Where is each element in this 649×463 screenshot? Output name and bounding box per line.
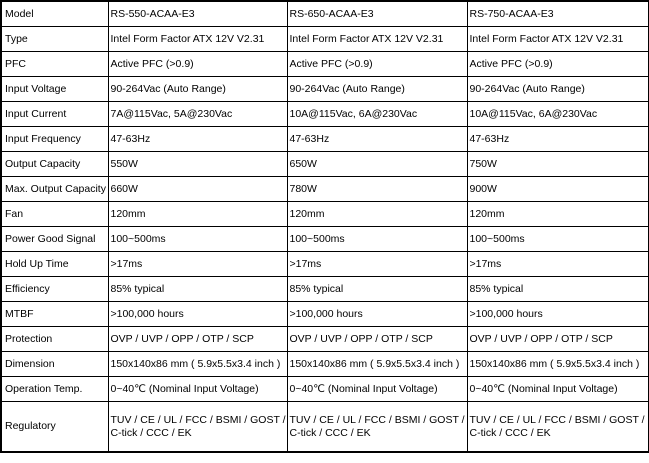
table-row: [1, 227, 649, 252]
regulatory-line: TUV / CE / UL / FCC / BSMI / GOST /: [289, 413, 465, 426]
spec-cell: [467, 402, 649, 453]
regulatory-line: C-tick / CCC / EK: [469, 426, 551, 439]
spec-cell: Intel Form Factor ATX 12V V2.31: [287, 27, 467, 52]
spec-cell: 0~40℃ (Nominal Input Voltage): [467, 377, 649, 402]
spec-cell: OVP / UVP / OPP / OTP / SCP: [467, 327, 649, 352]
spec-cell: 100~500ms: [467, 227, 649, 252]
table-row-regulatory: [1, 402, 649, 453]
spec-cell: >17ms: [108, 252, 287, 277]
row-label: Output Capacity: [1, 152, 108, 177]
row-label: Regulatory: [1, 402, 108, 453]
spec-cell: 550W: [108, 152, 287, 177]
spec-cell: 47-63Hz: [287, 127, 467, 152]
spec-cell: [287, 402, 467, 453]
table-row: [1, 177, 649, 202]
table-row: [1, 277, 649, 302]
table-row: [1, 102, 649, 127]
spec-cell: 150x140x86 mm ( 5.9x5.5x3.4 inch ): [467, 352, 649, 377]
table-row: [1, 327, 649, 352]
spec-cell: 150x140x86 mm ( 5.9x5.5x3.4 inch ): [287, 352, 467, 377]
spec-cell: Active PFC (>0.9): [287, 52, 467, 77]
regulatory-line: C-tick / CCC / EK: [110, 426, 192, 439]
spec-cell: 650W: [287, 152, 467, 177]
spec-cell: 780W: [287, 177, 467, 202]
model-name-cell: RS-650-ACAA-E3: [287, 1, 467, 27]
regulatory-line: TUV / CE / UL / FCC / BSMI / GOST /: [469, 413, 645, 426]
row-label: Protection: [1, 327, 108, 352]
spec-cell: 120mm: [467, 202, 649, 227]
table-row: [1, 77, 649, 102]
model-name-cell: RS-750-ACAA-E3: [467, 1, 649, 27]
spec-cell: 660W: [108, 177, 287, 202]
spec-cell: >17ms: [467, 252, 649, 277]
spec-cell: OVP / UVP / OPP / OTP / SCP: [287, 327, 467, 352]
table-row-model: [1, 1, 649, 27]
spec-cell: Intel Form Factor ATX 12V V2.31: [108, 27, 287, 52]
spec-cell: 120mm: [287, 202, 467, 227]
spec-cell: >17ms: [287, 252, 467, 277]
spec-cell: 100~500ms: [287, 227, 467, 252]
row-label: Fan: [1, 202, 108, 227]
row-label: Efficiency: [1, 277, 108, 302]
spec-cell: 7A@115Vac, 5A@230Vac: [108, 102, 287, 127]
table-row: [1, 352, 649, 377]
regulatory-line: C-tick / CCC / EK: [289, 426, 371, 439]
spec-cell: 90-264Vac (Auto Range): [108, 77, 287, 102]
spec-cell: 0~40℃ (Nominal Input Voltage): [108, 377, 287, 402]
row-label: Model: [1, 1, 108, 27]
table-row: [1, 377, 649, 402]
row-label: Max. Output Capacity: [1, 177, 108, 202]
spec-cell: Active PFC (>0.9): [108, 52, 287, 77]
table-row: [1, 52, 649, 77]
row-label: Input Current: [1, 102, 108, 127]
spec-cell: 10A@115Vac, 6A@230Vac: [467, 102, 649, 127]
table-row: [1, 152, 649, 177]
spec-cell: 85% typical: [287, 277, 467, 302]
spec-cell: 10A@115Vac, 6A@230Vac: [287, 102, 467, 127]
spec-cell: 85% typical: [467, 277, 649, 302]
spec-cell: [108, 402, 287, 453]
row-label: Dimension: [1, 352, 108, 377]
row-label: Input Voltage: [1, 77, 108, 102]
spec-cell: 90-264Vac (Auto Range): [287, 77, 467, 102]
spec-cell: OVP / UVP / OPP / OTP / SCP: [108, 327, 287, 352]
table-row: [1, 27, 649, 52]
table-row: [1, 202, 649, 227]
spec-cell: 0~40℃ (Nominal Input Voltage): [287, 377, 467, 402]
spec-cell: 47-63Hz: [108, 127, 287, 152]
row-label: MTBF: [1, 302, 108, 327]
spec-cell: 750W: [467, 152, 649, 177]
spec-cell: 100~500ms: [108, 227, 287, 252]
model-name-cell: RS-550-ACAA-E3: [108, 1, 287, 27]
spec-cell: >100,000 hours: [108, 302, 287, 327]
spec-cell: 150x140x86 mm ( 5.9x5.5x3.4 inch ): [108, 352, 287, 377]
spec-cell: Active PFC (>0.9): [467, 52, 649, 77]
row-label: Type: [1, 27, 108, 52]
spec-cell: >100,000 hours: [467, 302, 649, 327]
row-label: PFC: [1, 52, 108, 77]
row-label: Power Good Signal: [1, 227, 108, 252]
spec-cell: 900W: [467, 177, 649, 202]
spec-cell: 47-63Hz: [467, 127, 649, 152]
spec-cell: 85% typical: [108, 277, 287, 302]
spec-cell: 120mm: [108, 202, 287, 227]
table-row: [1, 252, 649, 277]
row-label: Input Frequency: [1, 127, 108, 152]
table-row: [1, 302, 649, 327]
spec-cell: Intel Form Factor ATX 12V V2.31: [467, 27, 649, 52]
regulatory-line: TUV / CE / UL / FCC / BSMI / GOST /: [110, 413, 286, 426]
spec-cell: 90-264Vac (Auto Range): [467, 77, 649, 102]
table-row: [1, 127, 649, 152]
spec-cell: >100,000 hours: [287, 302, 467, 327]
row-label: Hold Up Time: [1, 252, 108, 277]
row-label: Operation Temp.: [1, 377, 108, 402]
